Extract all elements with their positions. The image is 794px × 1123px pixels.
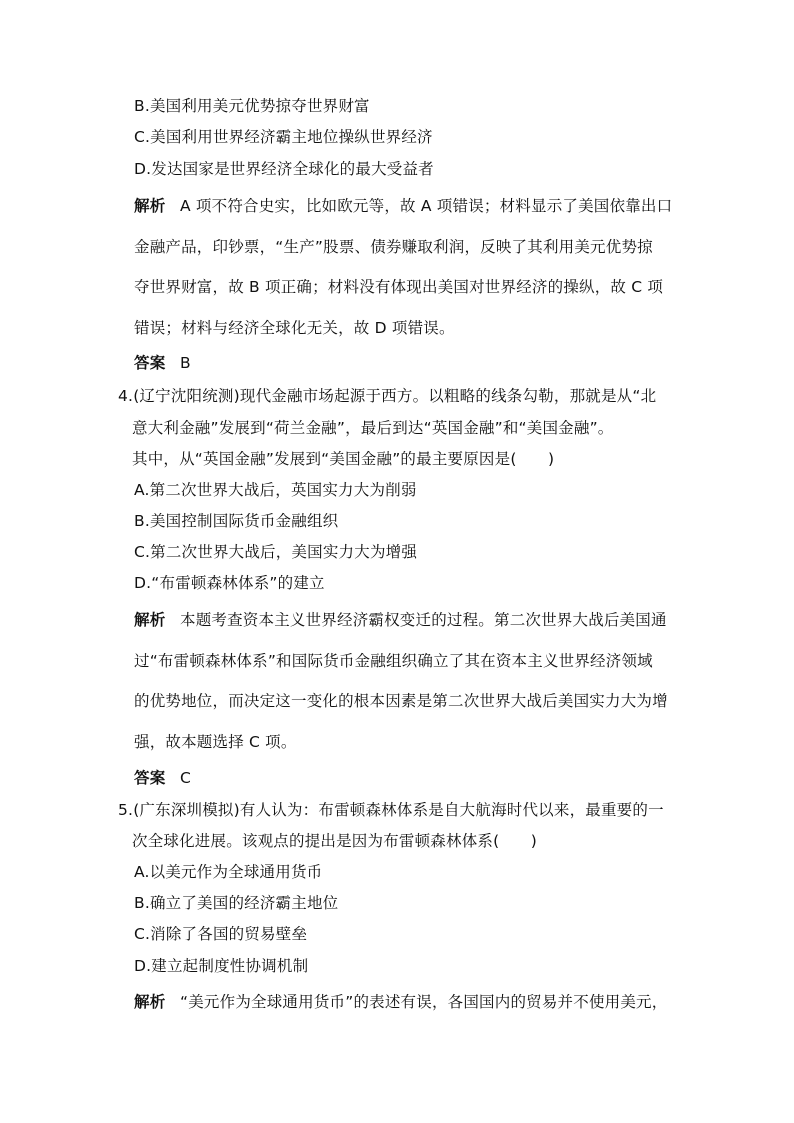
q4-analysis-line-2: 过“布雷顿森林体系”和国际货币金融组织确立了其在资本主义世界经济领域 [134, 652, 653, 670]
q5-option-c: C.消除了各国的贸易壁垒 [134, 925, 308, 943]
q5-stem-line-2: 次全球化进展。该观点的提出是因为布雷顿森林体系( ) [132, 832, 537, 850]
q4-option-c: C.第二次世界大战后，美国实力大为增强 [134, 543, 418, 561]
q3-option-d: D.发达国家是世界经济全球化的最大受益者 [134, 160, 434, 178]
q3-analysis-line-3: 夺世界财富，故 B 项正确；材料没有体现出美国对世界经济的操纵，故 C 项 [134, 278, 664, 296]
q4-analysis-label: 解析 [134, 611, 166, 629]
q4-stem-line-1: 4.(辽宁沈阳统测)现代金融市场起源于西方。以粗略的线条勾勒，那就是从“北 [118, 387, 657, 405]
q3-answer-value: B [180, 354, 191, 372]
q3-answer-label: 答案 [134, 354, 166, 372]
q4-analysis-line-4: 强，故本题选择 C 项。 [134, 733, 297, 751]
q5-analysis-text-1: “美元作为全球通用货币”的表述有误，各国国内的贸易并不使用美元， [180, 993, 668, 1011]
q3-analysis-line-4: 错误；材料与经济全球化无关，故 D 项错误。 [134, 319, 455, 337]
q3-analysis-text-1: A 项不符合史实，比如欧元等，故 A 项错误；材料显示了美国依靠出口 [180, 197, 673, 215]
q3-option-b: B.美国利用美元优势掠夺世界财富 [134, 97, 370, 115]
q4-answer-value: C [180, 769, 192, 787]
q5-option-d: D.建立起制度性协调机制 [134, 957, 309, 975]
q4-stem-line-2: 意大利金融”发展到“荷兰金融”，最后到达“英国金融”和“美国金融”。 [132, 419, 614, 437]
q3-analysis-line-2: 金融产品，印钞票，“生产”股票、债券赚取利润，反映了其利用美元优势掠 [134, 238, 653, 256]
q3-analysis-label: 解析 [134, 197, 166, 215]
q4-option-b: B.美国控制国际货币金融组织 [134, 512, 339, 530]
q4-option-d: D.“布雷顿森林体系”的建立 [134, 574, 325, 592]
q4-option-a: A.第二次世界大战后，英国实力大为削弱 [134, 481, 417, 499]
q5-stem-line-1: 5.(广东深圳模拟)有人认为：布雷顿森林体系是自大航海时代以来，最重要的一 [118, 801, 664, 819]
q4-analysis-line-3: 的优势地位，而决定这一变化的根本因素是第二次世界大战后美国实力大为增 [134, 692, 668, 710]
q3-analysis-line-1 [134, 196, 672, 216]
q4-answer-label: 答案 [134, 769, 166, 787]
q5-option-a: A.以美元作为全球通用货币 [134, 863, 323, 881]
q3-option-c: C.美国利用世界经济霸主地位操纵世界经济 [134, 128, 433, 146]
q5-option-b: B.确立了美国的经济霸主地位 [134, 894, 339, 912]
q5-analysis-label: 解析 [134, 993, 166, 1011]
q5-analysis-line-1 [134, 992, 667, 1012]
q4-answer [134, 768, 191, 788]
q4-stem-line-3: 其中，从“英国金融”发展到“美国金融”的最主要原因是( ) [132, 450, 555, 468]
q4-analysis-line-1 [134, 610, 667, 630]
q4-analysis-text-1: 本题考查资本主义世界经济霸权变迁的过程。第二次世界大战后美国通 [180, 611, 667, 629]
q3-answer [134, 353, 191, 373]
